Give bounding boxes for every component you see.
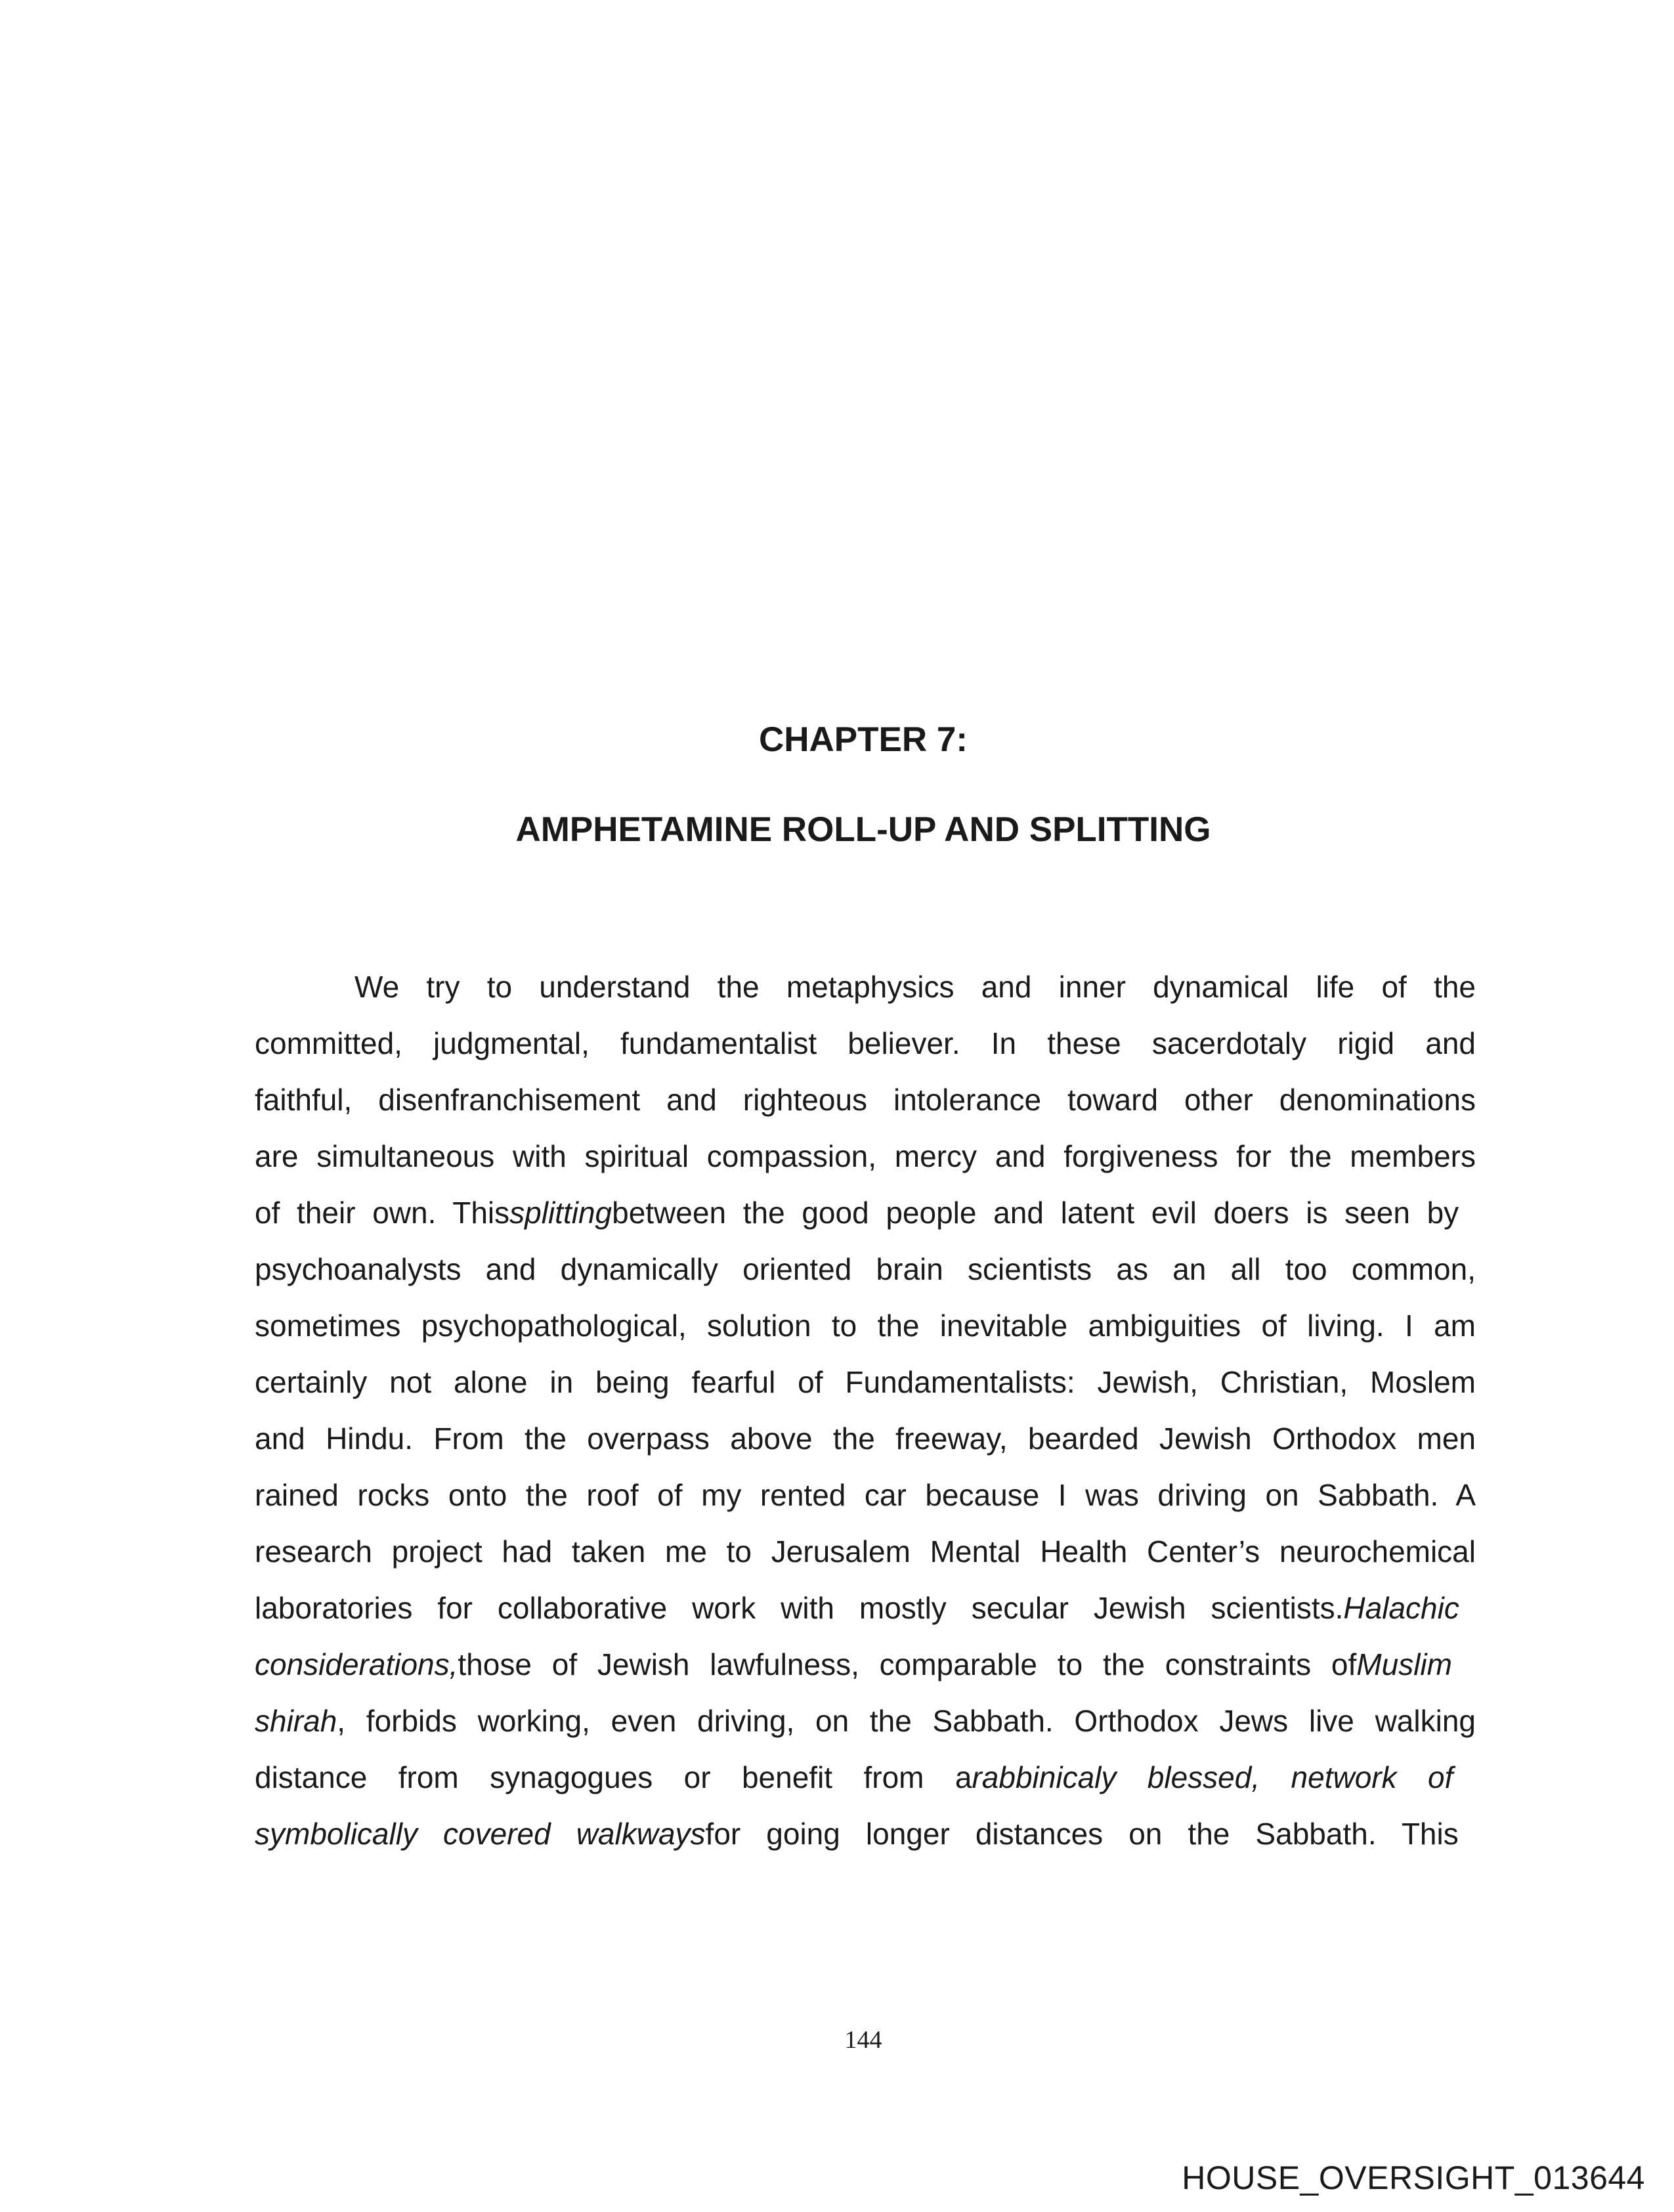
text-run-mixed <box>255 1693 1476 1749</box>
text-line <box>255 1693 1476 1749</box>
italic-term: symbolically covered walkways <box>255 1817 706 1851</box>
text-run: of their own. This <box>255 1196 510 1230</box>
text-run: and Hindu. From the overpass above the freeway, bearded Jewish Orthodox men <box>255 1421 1476 1456</box>
text-line <box>255 1128 1476 1184</box>
italic-term: Muslim <box>1356 1647 1452 1681</box>
text-line <box>255 1806 1476 1862</box>
text-line <box>255 1015 1476 1072</box>
text-line <box>255 1410 1476 1467</box>
text-run: are simultaneous with spiritual compassion, mercy and forgiveness for the members <box>255 1139 1476 1173</box>
text-line <box>255 1523 1476 1580</box>
italic-term: considerations, <box>255 1647 458 1681</box>
text-run: sometimes psychopathological, solution to the inevitable ambiguities of living. I am <box>255 1309 1476 1343</box>
text-run-mixed <box>255 1636 1452 1693</box>
text-line <box>255 1354 1476 1410</box>
italic-term: shirah <box>255 1704 337 1738</box>
text-run: committed, judgmental, fundamentalist believer. In these sacerdotaly rigid and <box>255 1026 1476 1060</box>
text-line <box>255 1241 1476 1297</box>
text-run: distance from synagogues or benefit from a <box>255 1760 972 1794</box>
text-line <box>255 1184 1476 1241</box>
italic-term: Halachic <box>1343 1591 1459 1625</box>
text-run: research project had taken me to Jerusalem Mental Health Center’s neurochemical <box>255 1534 1476 1569</box>
text-run: , forbids working, even driving, on the Sabbath. Orthodox Jews live walking <box>337 1704 1476 1738</box>
text-line <box>255 1297 1476 1354</box>
chapter-number: CHAPTER 7: <box>758 720 968 759</box>
text-run-mixed <box>255 1184 1459 1241</box>
chapter-title: AMPHETAMINE ROLL-UP AND SPLITTING <box>515 810 1211 849</box>
text-run: those of Jewish lawfulness, comparable to the constraints of <box>458 1647 1357 1681</box>
text-line <box>255 1467 1476 1523</box>
body-paragraph <box>255 959 1476 1862</box>
text-run-mixed <box>255 1749 1453 1806</box>
text-run: rained rocks onto the roof of my rented car because I was driving on Sabbath. A <box>255 1478 1476 1512</box>
text-run-mixed <box>255 1580 1459 1636</box>
text-line <box>255 1749 1476 1806</box>
text-line <box>255 959 1476 1015</box>
text-run: We try to understand the metaphysics and inner dynamical life of the <box>354 970 1476 1004</box>
text-run-mixed <box>255 1806 1459 1862</box>
page-number: 144 <box>844 2026 882 2054</box>
bates-number: HOUSE_OVERSIGHT_013644 <box>1182 2159 1645 2196</box>
text-line <box>255 1636 1476 1693</box>
italic-term: splitting <box>509 1196 612 1230</box>
italic-term: rabbinicaly blessed, network of <box>972 1760 1453 1794</box>
text-run: between the good people and latent evil doers is seen by <box>612 1196 1459 1230</box>
text-run: faithful, disenfranchisement and righteous intolerance toward other denominations <box>255 1083 1476 1117</box>
text-run: for going longer distances on the Sabbath. This <box>705 1817 1459 1851</box>
text-run: psychoanalysts and dynamically oriented brain scientists as an all too common, <box>255 1252 1476 1286</box>
text-line <box>255 1072 1476 1128</box>
text-line <box>255 1580 1476 1636</box>
text-run: certainly not alone in being fearful of Fundamentalists: Jewish, Christian, Moslem <box>255 1365 1476 1399</box>
text-run: laboratories for collaborative work with mostly secular Jewish scientists. <box>255 1591 1344 1625</box>
